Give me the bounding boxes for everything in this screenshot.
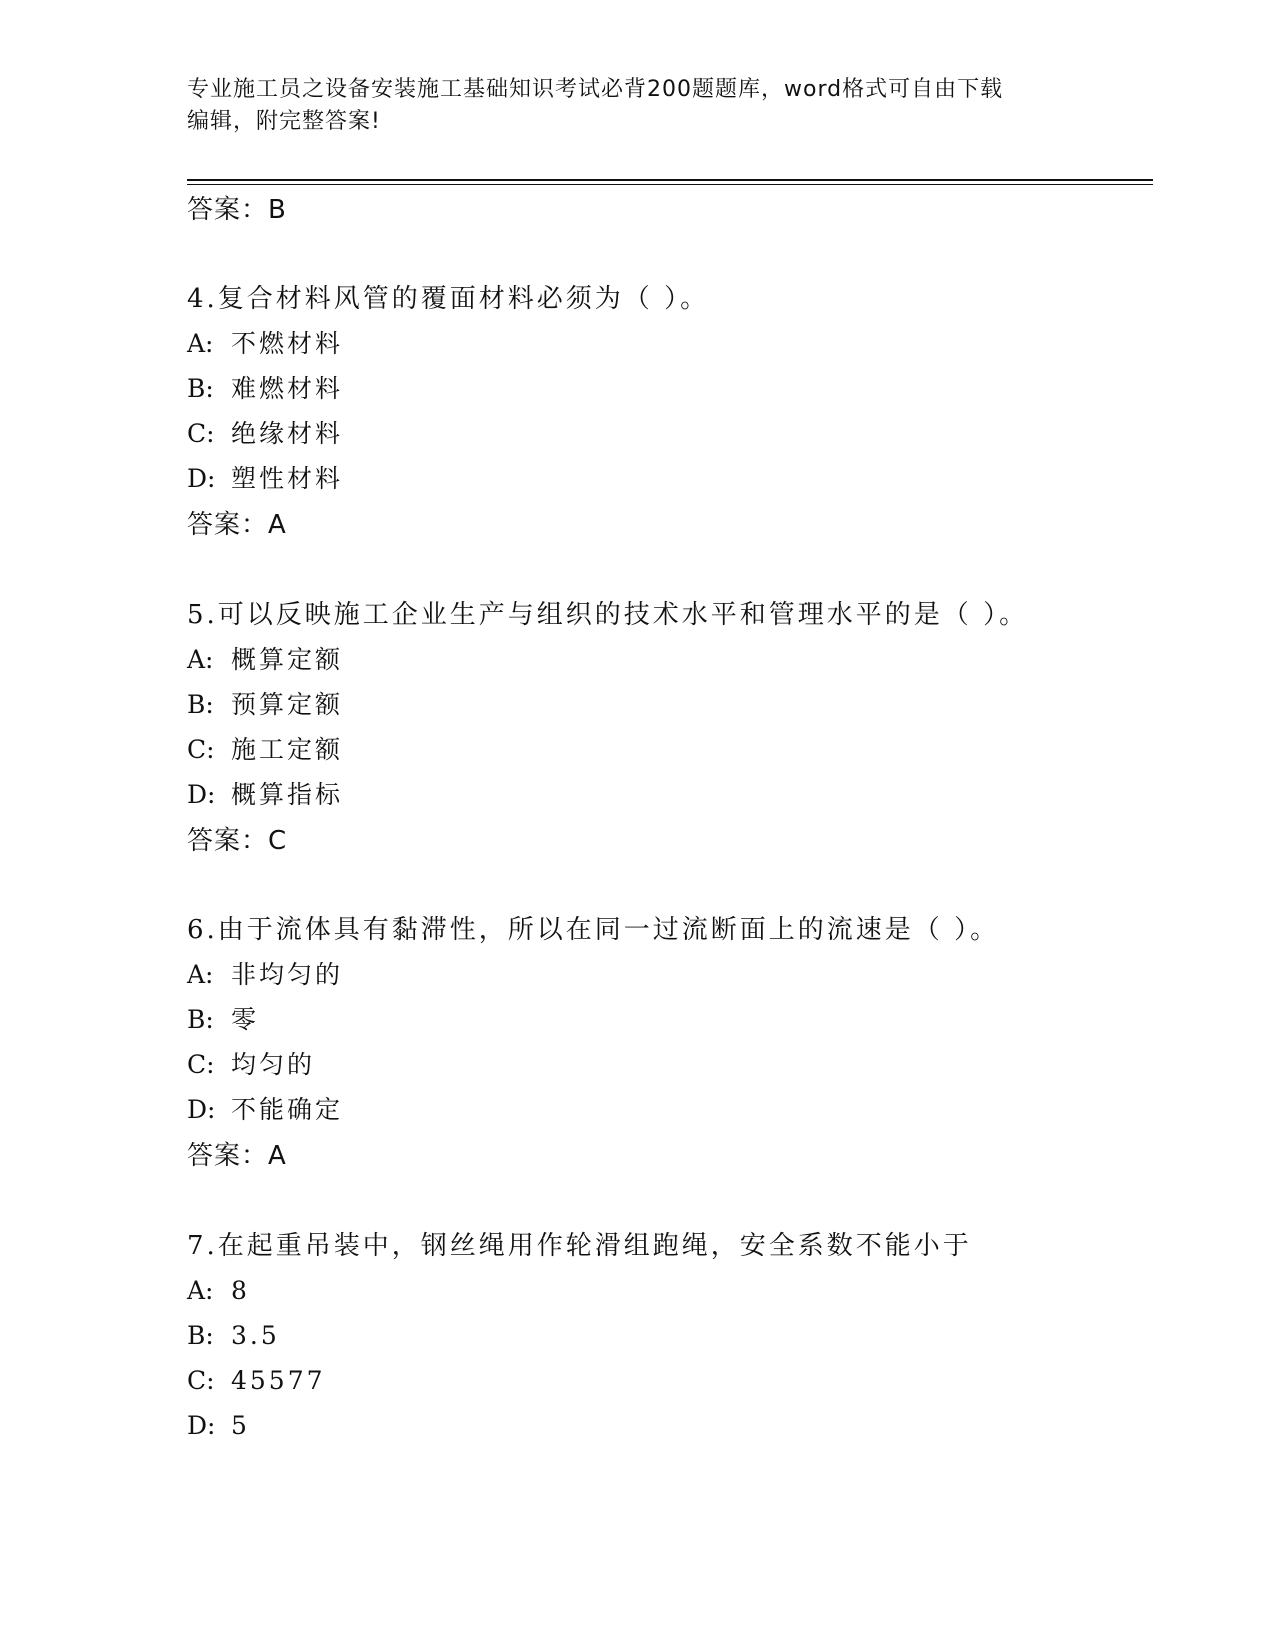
answer-value: A (268, 510, 287, 540)
header-line-2: 编辑，附完整答案! (187, 109, 381, 134)
option-text: 概算定额 (231, 645, 344, 674)
option-letter: A: (187, 1276, 214, 1305)
question-6-answer (187, 1139, 287, 1173)
option-text: 不燃材料 (231, 329, 344, 358)
option-letter: C: (187, 1366, 215, 1395)
question-7-option-c (187, 1364, 326, 1398)
option-letter: A: (187, 329, 214, 358)
question-7-stem: 7.在起重吊装中，钢丝绳用作轮滑组跑绳，安全系数不能小于 (187, 1231, 972, 1261)
question-5-option-d (187, 778, 343, 812)
question-7-option-b (187, 1319, 280, 1353)
option-text: 45577 (231, 1366, 326, 1395)
option-text: 零 (231, 1005, 260, 1034)
question-5-option-c (187, 733, 343, 767)
question-6-option-c (187, 1048, 315, 1082)
answer-value: A (268, 1141, 287, 1171)
question-5-answer (187, 824, 287, 858)
question-4-option-c (187, 417, 343, 451)
option-text: 非均匀的 (231, 960, 344, 989)
option-text: 施工定额 (231, 735, 344, 764)
answer-label: 答案： (187, 195, 269, 225)
option-text: 8 (231, 1276, 250, 1305)
option-text: 5 (231, 1411, 250, 1440)
option-text: 塑性材料 (231, 464, 344, 493)
option-letter: C: (187, 1050, 215, 1079)
question-6-stem: 6.由于流体具有黏滞性，所以在同一过流断面上的流速是（ ）。 (187, 915, 1000, 945)
option-letter: D: (187, 1411, 216, 1440)
question-6-option-d (187, 1093, 343, 1127)
question-7-option-d (187, 1409, 250, 1443)
option-letter: C: (187, 419, 215, 448)
option-letter: B: (187, 1321, 214, 1350)
question-6-option-b (187, 1003, 259, 1037)
answer-label: 答案： (187, 1141, 269, 1171)
question-4-option-d (187, 462, 343, 496)
option-text: 均匀的 (231, 1050, 316, 1079)
document-header (187, 74, 1087, 138)
option-letter: A: (187, 960, 214, 989)
option-text: 绝缘材料 (231, 419, 344, 448)
question-4-option-a (187, 327, 343, 361)
option-letter: B: (187, 690, 214, 719)
header-rule-thick (187, 179, 1153, 181)
option-text: 难燃材料 (231, 374, 344, 403)
question-4-answer (187, 508, 287, 542)
option-text: 预算定额 (231, 690, 344, 719)
option-text: 不能确定 (231, 1095, 344, 1124)
answer-value: B (268, 195, 287, 225)
question-4-option-b (187, 372, 343, 406)
option-letter: B: (187, 1005, 214, 1034)
question-5-option-b (187, 688, 343, 722)
option-letter: D: (187, 780, 216, 809)
question-5-stem: 5.可以反映施工企业生产与组织的技术水平和管理水平的是（ ）。 (187, 600, 1029, 630)
option-text: 3.5 (231, 1321, 280, 1350)
option-letter: B: (187, 374, 214, 403)
option-letter: D: (187, 1095, 216, 1124)
option-letter: D: (187, 464, 216, 493)
question-4-stem: 4.复合材料风管的覆面材料必须为（ ）。 (187, 284, 710, 314)
answer-line-prev (187, 193, 287, 227)
answer-label: 答案： (187, 826, 269, 856)
question-6-option-a (187, 958, 343, 992)
answer-label: 答案： (187, 510, 269, 540)
header-line-1: 专业施工员之设备安装施工基础知识考试必背200题题库，word格式可自由下载 (187, 77, 1004, 102)
option-letter: C: (187, 735, 215, 764)
question-5-option-a (187, 643, 343, 677)
option-text: 概算指标 (231, 780, 344, 809)
answer-value: C (268, 826, 288, 856)
question-7-option-a (187, 1274, 250, 1308)
header-rule-thin (187, 184, 1153, 185)
option-letter: A: (187, 645, 214, 674)
